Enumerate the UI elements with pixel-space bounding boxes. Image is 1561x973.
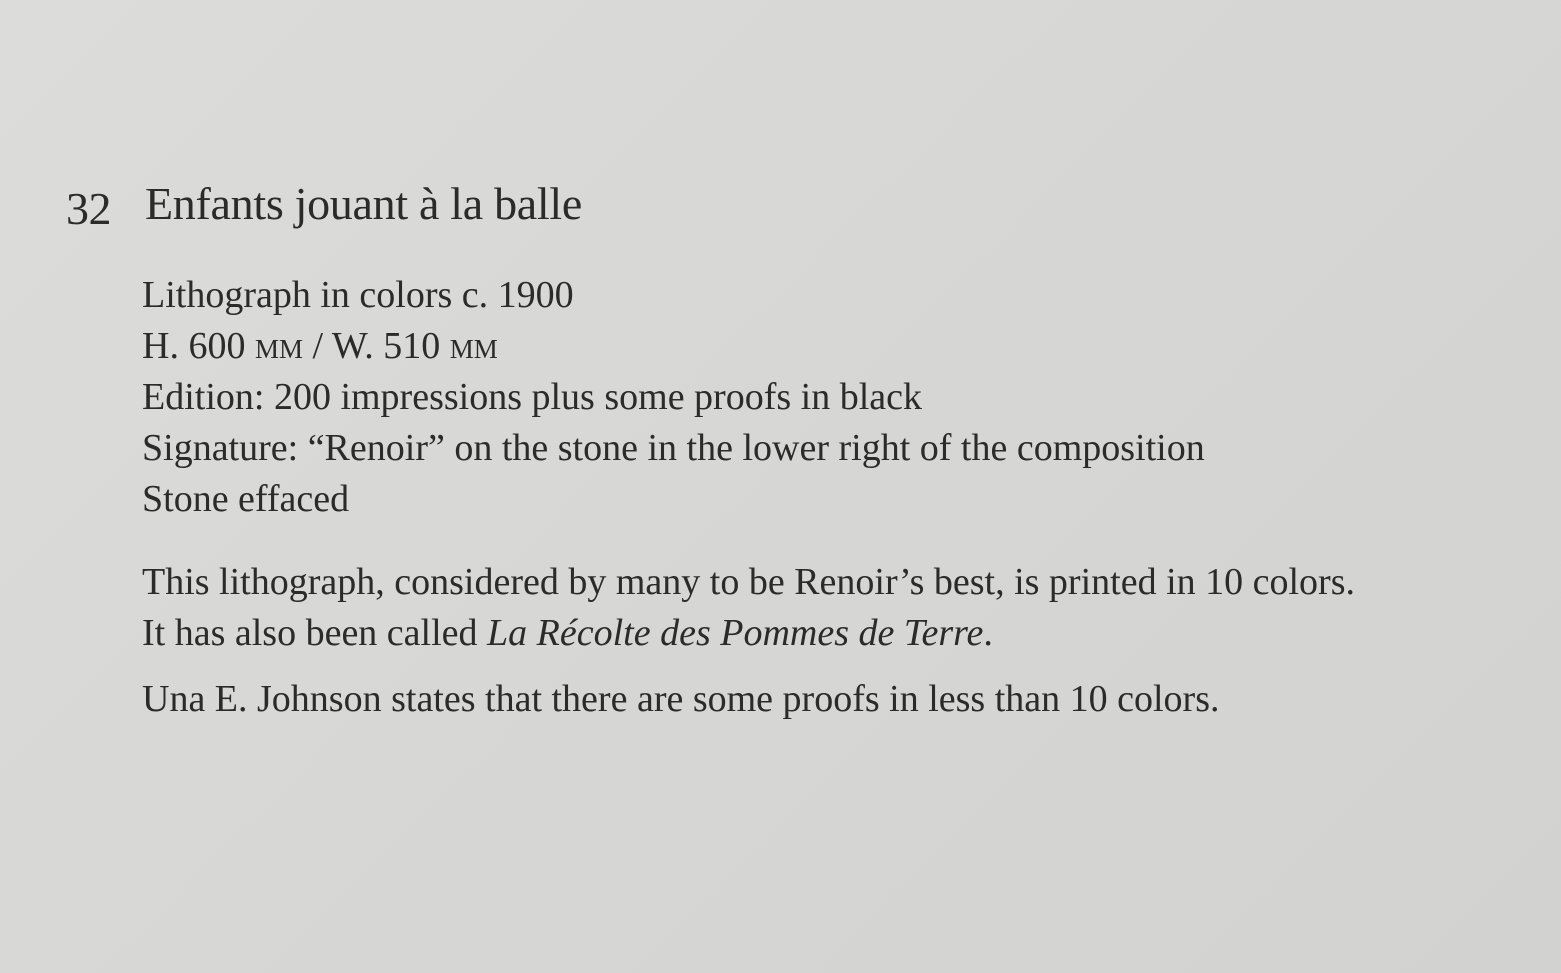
entry-number: 32 bbox=[66, 183, 111, 234]
detail-signature: Signature: “Renoir” on the stone in the lower right of the composition bbox=[142, 427, 1205, 469]
entry-details bbox=[142, 270, 1532, 525]
detail-medium-date: Lithograph in colors c. 1900 bbox=[142, 274, 574, 316]
detail-dimensions: H. 600 mm / W. 510 mm bbox=[142, 325, 498, 367]
detail-stone-status: Stone effaced bbox=[142, 478, 350, 520]
note-1-line-2 bbox=[142, 608, 1542, 659]
alternate-title: La Récolte des Pommes de Terre bbox=[487, 612, 984, 654]
entry-title: Enfants jouant à la balle bbox=[145, 178, 583, 229]
detail-edition: Edition: 200 impressions plus some proofs in black bbox=[142, 376, 923, 418]
note-1-line-2-suffix: . bbox=[983, 612, 993, 654]
entry-note-1 bbox=[142, 557, 1542, 659]
note-1-line-2-prefix: It has also been called bbox=[142, 612, 488, 654]
note-1-line-1: This lithograph, considered by many to be Renoir’s best, is printed in 10 colors. bbox=[142, 561, 1355, 603]
entry-note-2: Una E. Johnson states that there are some proofs in less than 10 colors. bbox=[142, 678, 1220, 720]
